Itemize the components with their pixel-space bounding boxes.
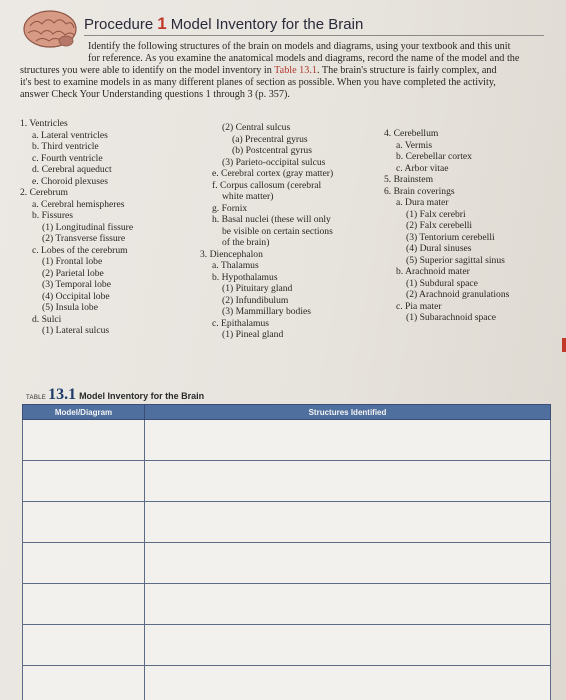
brain-icon: [22, 8, 78, 50]
list-item: (1) Longitudinal fissure: [42, 221, 134, 233]
list-item: (b) Postcentral gyrus: [232, 145, 312, 156]
table-reference-link: Table 13.1: [274, 65, 318, 76]
list-item: a. Vermis: [396, 139, 433, 151]
table-row: [23, 461, 551, 502]
list-item: (5) Insula lobe: [42, 302, 98, 313]
list-item: c. Lobes of the cerebrum: [32, 244, 128, 256]
list-item: 6. Brain coverings: [384, 185, 455, 197]
title-divider: [84, 35, 544, 36]
model-cell[interactable]: [23, 543, 145, 584]
model-inventory-table: [22, 404, 551, 700]
intro-line-2: for reference. As you examine the anatomical models and diagrams, record the name of the model and the: [88, 53, 520, 64]
table-row: [23, 543, 551, 584]
intro-line-5: answer Check Your Understanding questions 1 through 3 (p. 357).: [20, 89, 290, 100]
table-label: TABLE: [26, 395, 47, 401]
table-row: [23, 420, 551, 461]
intro-line-3-text: structures you were able to identify on the model inventory in: [20, 65, 275, 76]
list-item: (2) Central sulcus: [222, 122, 291, 133]
table-number: 13.1: [48, 386, 77, 403]
list-item: 1. Ventricles: [20, 118, 68, 129]
list-item: b. Third ventricle: [32, 141, 99, 152]
list-item: a. Lateral ventricles: [32, 129, 108, 141]
structures-cell[interactable]: [145, 584, 551, 625]
list-item: (3) Parieto-occipital sulcus: [222, 156, 326, 168]
table-row: [23, 625, 551, 666]
model-cell[interactable]: [23, 584, 145, 625]
list-item: (1) Subarachnoid space: [406, 312, 497, 323]
procedure-number: 1: [157, 14, 167, 33]
list-item: (1) Pineal gland: [222, 329, 284, 340]
list-item: e. Choroid plexuses: [32, 175, 108, 187]
list-item: (1) Frontal lobe: [42, 256, 103, 267]
procedure-heading: Model Inventory for the Brain: [170, 16, 364, 33]
list-item: (5) Superior sagittal sinus: [406, 254, 505, 266]
list-item: (2) Transverse fissure: [42, 233, 126, 244]
list-item: (1) Subdural space: [406, 277, 478, 289]
intro-line-4: it's best to examine models in as many different planes of section as possible. When you have completed the activity,: [20, 77, 496, 88]
list-item: (3) Temporal lobe: [42, 279, 111, 290]
model-cell[interactable]: [23, 625, 145, 666]
list-item: (a) Precentral gyrus: [232, 133, 308, 145]
list-item: of the brain): [222, 237, 270, 248]
table-title: Model Inventory for the Brain: [79, 391, 205, 401]
list-item: g. Fornix: [212, 202, 248, 214]
list-item: white matter): [222, 191, 274, 202]
list-item: b. Fissures: [32, 210, 74, 221]
list-item: b. Cerebellar cortex: [396, 151, 472, 162]
model-cell[interactable]: [23, 502, 145, 543]
structures-cell[interactable]: [145, 666, 551, 700]
list-item: c. Pia mater: [396, 300, 442, 312]
table-caption: [26, 386, 204, 404]
structure-list-left: [20, 118, 133, 337]
list-item: 5. Brainstem: [384, 174, 434, 185]
list-item: a. Dura mater: [396, 197, 449, 208]
list-item: h. Basal nuclei (these will only: [212, 214, 331, 225]
column-header-structures: Structures Identified: [145, 405, 551, 420]
procedure-word: Procedure: [84, 16, 154, 33]
list-item: c. Arbor vitae: [396, 162, 449, 174]
intro-line-3: [20, 65, 497, 77]
structures-cell[interactable]: [145, 420, 551, 461]
model-cell[interactable]: [23, 666, 145, 700]
list-item: c. Epithalamus: [212, 317, 270, 329]
intro-line-1: Identify the following structures of the brain on models and diagrams, using your textbook and this unit: [88, 41, 511, 52]
list-item: (2) Falx cerebelli: [406, 220, 473, 231]
list-item: e. Cerebral cortex (gray matter): [212, 168, 334, 179]
list-item: 4. Cerebellum: [384, 128, 439, 139]
procedure-title: [84, 14, 363, 34]
list-item: (2) Parietal lobe: [42, 267, 104, 279]
table-row: [23, 666, 551, 700]
list-item: b. Hypothalamus: [212, 271, 278, 283]
list-item: (4) Occipital lobe: [42, 290, 110, 302]
list-item: 3. Diencephalon: [200, 248, 263, 260]
table-row: [23, 584, 551, 625]
list-item: (1) Pituitary gland: [222, 283, 293, 294]
structure-list-middle: [200, 122, 333, 341]
list-item: b. Arachnoid mater: [396, 266, 470, 277]
list-item: (1) Falx cerebri: [406, 208, 466, 220]
table-row: [23, 502, 551, 543]
list-item: d. Sulci: [32, 313, 62, 325]
list-item: be visible on certain sections: [222, 225, 333, 237]
list-item: a. Cerebral hemispheres: [32, 198, 125, 210]
list-item: (3) Mammillary bodies: [222, 306, 311, 317]
list-item: a. Thalamus: [212, 260, 259, 271]
column-header-model: Model/Diagram: [23, 405, 145, 420]
model-cell[interactable]: [23, 461, 145, 502]
structure-list-right: [384, 128, 509, 324]
list-item: (1) Lateral sulcus: [42, 325, 110, 336]
list-item: c. Fourth ventricle: [32, 152, 103, 164]
list-item: (2) Infundibulum: [222, 294, 289, 306]
list-item: 2. Cerebrum: [20, 187, 68, 198]
list-item: (3) Tentorium cerebelli: [406, 231, 495, 243]
page-edge-marker: [562, 338, 566, 352]
list-item: (4) Dural sinuses: [406, 243, 472, 254]
structures-cell[interactable]: [145, 461, 551, 502]
structures-cell[interactable]: [145, 502, 551, 543]
intro-line-3-tail: . The brain's structure is fairly complex, and: [317, 65, 497, 76]
list-item: f. Corpus callosum (cerebral: [212, 179, 322, 191]
model-cell[interactable]: [23, 420, 145, 461]
structures-cell[interactable]: [145, 625, 551, 666]
structures-cell[interactable]: [145, 543, 551, 584]
list-item: d. Cerebral aqueduct: [32, 164, 112, 175]
list-item: (2) Arachnoid granulations: [406, 289, 510, 300]
